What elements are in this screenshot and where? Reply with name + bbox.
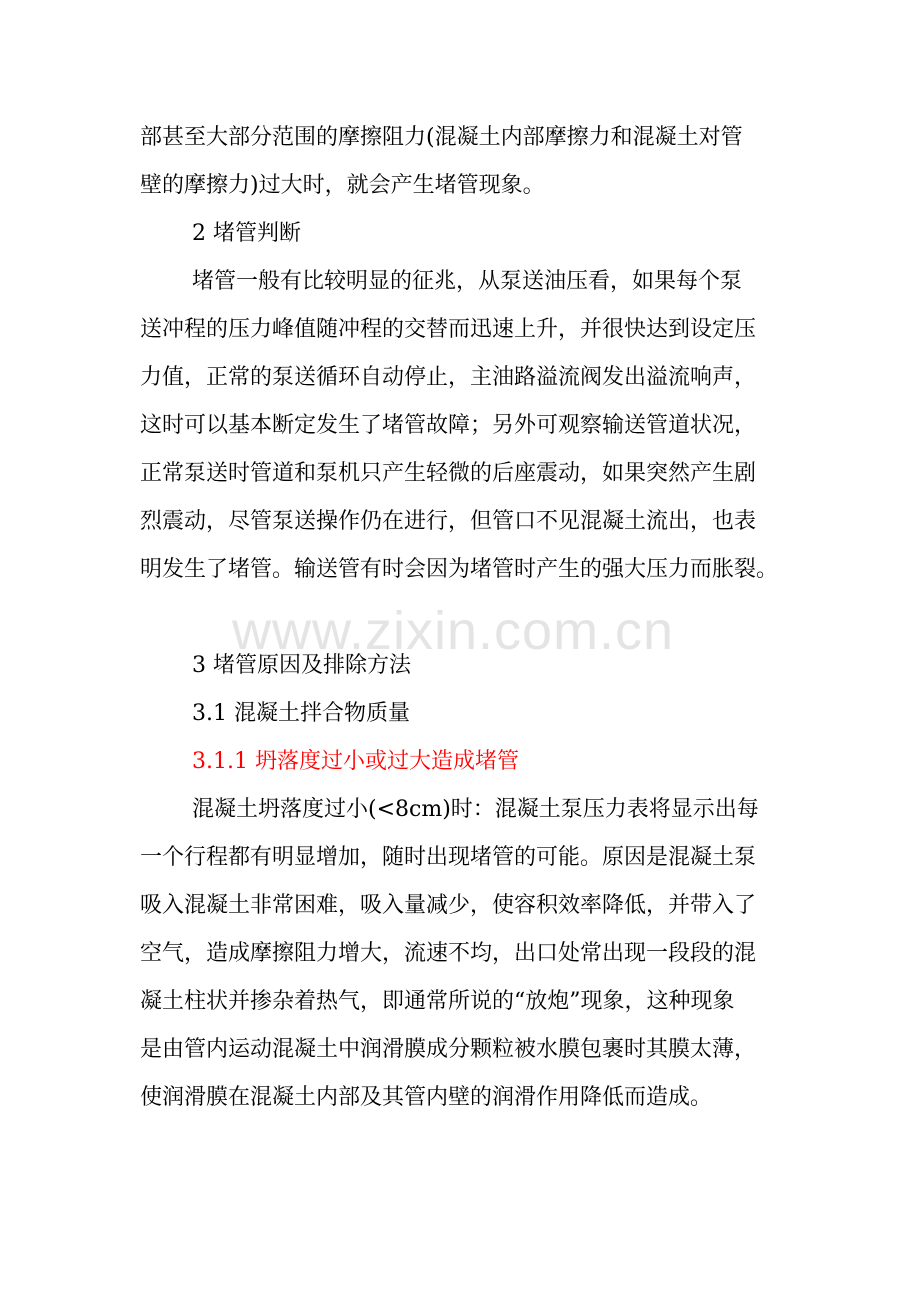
body-text-line: 送冲程的压力峰值随冲程的交替而迅速上升，并很快达到设定压 <box>140 317 757 342</box>
body-text-line: 力值，正常的泵送循环自动停止，主油路溢流阀发出溢流响声， <box>140 365 757 390</box>
body-text-line: 正常泵送时管道和泵机只产生轻微的后座震动，如果突然产生剧 <box>140 461 757 486</box>
body-text-line: 是由管内运动混凝土中润滑膜成分颗粒被水膜包裹时其膜太薄， <box>140 1037 757 1062</box>
body-text-line: 凝土柱状并掺杂着热气，即通常所说的“放炮”现象，这种现象 <box>140 989 735 1014</box>
watermark: www.zixin.com.cn <box>232 601 675 661</box>
body-text-line: 明发生了堵管。输送管有时会因为堵管时产生的强大压力而胀裂。 <box>140 557 779 582</box>
body-text-line: 这时可以基本断定发生了堵管故障；另外可观察输送管道状况， <box>140 413 757 438</box>
subsection-heading: 3.1 混凝土拌合物质量 <box>192 701 410 726</box>
body-text-line: 堵管一般有比较明显的征兆，从泵送油压看，如果每个泵 <box>192 269 743 294</box>
subsubsection-heading: 3.1.1 坍落度过小或过大造成堵管 <box>192 749 519 774</box>
section-heading: 3 堵管原因及排除方法 <box>192 653 411 678</box>
body-text-line: 部甚至大部分范围的摩擦阻力(混凝土内部摩擦力和混凝土对管 <box>140 125 743 150</box>
body-text-line: 吸入混凝土非常困难，吸入量减少，使容积效率降低，并带入了 <box>140 893 757 918</box>
body-text-line: 一个行程都有明显增加，随时出现堵管的可能。原因是混凝土泵 <box>140 845 757 870</box>
body-text-line: 混凝土坍落度过小(<8cm)时：混凝土泵压力表将显示出每 <box>192 797 759 822</box>
body-text-line: 壁的摩擦力)过大时，就会产生堵管现象。 <box>140 173 545 198</box>
body-text-line: 使润滑膜在混凝土内部及其管内壁的润滑作用降低而造成。 <box>140 1085 713 1110</box>
body-text-line: 烈震动，尽管泵送操作仍在进行，但管口不见混凝土流出，也表 <box>140 509 757 534</box>
body-text-line: 空气，造成摩擦阻力增大，流速不均，出口处常出现一段段的混 <box>140 941 757 966</box>
section-heading: 2 堵管判断 <box>192 221 301 246</box>
